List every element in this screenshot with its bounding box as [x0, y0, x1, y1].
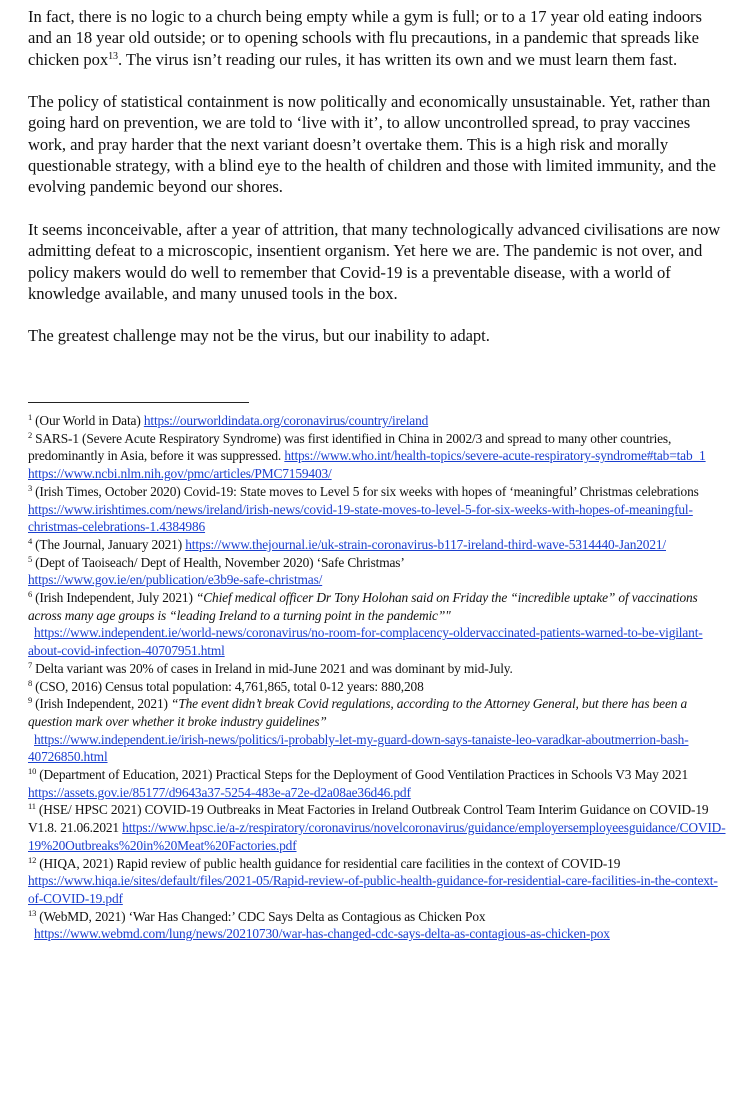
footnote-12: $^{12}$ (HIQA, 2021) Rapid review of public health guidance for residential care facilities in the context of COVID-19 https://www.hiqa.ie/sites/default/files/2021-05/Rapid-review-of-public-health-guidance-for-residential-care-facilities-in-the-context-of-COVID-19.pdf: [28, 854, 718, 906]
footnote-6: $^6$ (Irish Independent, July 2021) “Chief medical officer Dr Tony Holohan said on Friday the “incredible uptake” of vaccinations across many age groups is “leading Ireland to a turning point in the pandemic”" https://www.independent.ie/world-news/coronavirus/no-room-for-complacency-oldervaccinated-patients-warned-to-be-vigilant-about-covid-infection-40707951.html: [28, 589, 703, 659]
paragraph-4: The greatest challenge may not be the virus, but our inability to adapt.: [28, 326, 490, 346]
footnote-10-link[interactable]: https://assets.gov.ie/85177/d9643a37-5254-483e-a72e-d2a08ae36d46.pdf: [28, 784, 411, 800]
footnotes: [28, 412, 730, 943]
footnote-1: $^1$ (Our World in Data) https://ourworldindata.org/coronavirus/country/ireland: [28, 412, 429, 428]
paragraph-1: In fact, there is no logic to a church being empty while a gym is full; or to a 17 year old eating indoors and an 18 year old outside; or to opening schools with flu precautions, in a pandemic that spreads like chicken pox$^{13}$. The virus isn’t reading our rules, it has written its own and we must learn them fast.: [28, 7, 702, 69]
body-text: [28, 6, 728, 368]
footnote-5-link[interactable]: https://www.gov.ie/en/publication/e3b9e-safe-christmas/: [28, 572, 323, 588]
footnote-11-link[interactable]: https://www.hpsc.ie/a-z/respiratory/coronavirus/novelcoronavirus/guidance/employersemployeesguidance/COVID-19%20Outbreaks%20in%20Meat%20Factories.pdf: [28, 820, 726, 853]
footnote-13: $^{13}$ (WebMD, 2021) ‘War Has Changed:’ CDC Says Delta as Contagious as Chicken Pox https://www.webmd.com/lung/news/20210730/war-has-changed-cdc-says-delta-as-contagious-as-chicken-pox: [28, 907, 610, 942]
footnote-10: $^{10}$ (Department of Education, 2021) Practical Steps for the Deployment of Good Ventilation Practices in Schools V3 May 2021 https://assets.gov.ie/85177/d9643a37-5254-483e-a72e-d2a08ae36d46.pdf: [28, 766, 689, 800]
footnote-ref-13: 13: [108, 50, 118, 62]
footnote-5: $^5$ (Dept of Taoiseach/ Dept of Health, November 2020) ‘Safe Christmas’ https://www.gov.ie/en/publication/e3b9e-safe-christmas/: [28, 553, 405, 588]
paragraph-3: It seems inconceivable, after a year of attrition, that many technologically advanced civilisations are now admitting defeat to a microscopic, insentient organism. Yet here we are. The pandemic is not over, and policy makers would do well to remember that Covid-19 is a preventable disease, with a world of knowledge available, and many unused tools in the box.: [28, 219, 721, 303]
footnote-3: $^3$ (Irish Times, October 2020) Covid-19: State moves to Level 5 for six weeks with hopes of ‘meaningful’ Christmas celebrations https://www.irishtimes.com/news/ireland/irish-news/covid-19-state-moves-to-level-5-for-six-weeks-with-hopes-of-meaningful-christmas-celebrations-1.4384986: [28, 482, 699, 535]
footnote-12-link[interactable]: https://www.hiqa.ie/sites/default/files/2021-05/Rapid-review-of-public-health-guidance-for-residential-care-facilities-in-the-context-of-COVID-19.pdf: [28, 873, 718, 906]
footnote-9-quote: “The event didn’t break Covid regulations, according to the Attorney General, but there has been a question mark over whether it broke industry guidelines”: [28, 696, 688, 729]
footnote-2: $^2$ SARS-1 (Severe Acute Respiratory Syndrome) was first identified in China in 2002/3 and spread to many other countries, predominantly in Asia, before it was suppressed. https://www.who.int/health-topics/severe-acute-respiratory-syndrome#tab=tab_1 https://www.ncbi.nlm.nih.gov/pmc/articles/PMC7159403/: [28, 429, 706, 482]
footnote-2-link-ncbi[interactable]: https://www.ncbi.nlm.nih.gov/pmc/articles/PMC7159403/: [28, 466, 332, 482]
footnote-6-quote: “Chief medical officer Dr Tony Holohan said on Friday the “incredible uptake” of vaccinations across many age groups is “leading Ireland to a turning point in the pandemic”": [28, 590, 698, 623]
footnote-11: $^{11}$ (HSE/ HPSC 2021) COVID-19 Outbreaks in Meat Factories in Ireland Outbreak Control Team Interim Guidance on COVID-19 V1.8. 21.06.2021 https://www.hpsc.ie/a-z/respiratory/coronavirus/novelcoronavirus/guidance/employersemployeesguidance/COVID-19%20Outbreaks%20in%20Meat%20Factories.pdf: [28, 801, 726, 853]
footnote-2-link-who[interactable]: https://www.who.int/health-topics/severe-acute-respiratory-syndrome#tab=tab_1: [284, 448, 706, 464]
footnote-4: $^4$ (The Journal, January 2021) https://www.thejournal.ie/uk-strain-coronavirus-b117-ireland-third-wave-5314440-Jan2021/: [28, 535, 666, 552]
footnote-13-link[interactable]: https://www.webmd.com/lung/news/20210730/war-has-changed-cdc-says-delta-as-contagious-as-chicken-pox: [34, 926, 610, 942]
footnote-9: $^9$ (Irish Independent, 2021) “The event didn’t break Covid regulations, according to the Attorney General, but there has been a question mark over whether it broke industry guidelines” https://www.independent.ie/irish-news/politics/i-probably-let-my-guard-down-says-tanaiste-leo-varadkar-aboutmerrion-bash-40726850.html: [28, 695, 689, 765]
footnote-6-link[interactable]: https://www.independent.ie/world-news/coronavirus/no-room-for-complacency-oldervaccinated-patients-warned-to-be-vigilant-about-covid-infection-40707951.html: [28, 625, 703, 659]
footnote-3-link[interactable]: https://www.irishtimes.com/news/ireland/irish-news/covid-19-state-moves-to-level-5-for-six-weeks-with-hopes-of-meaningful-christmas-celebrations-1.4384986: [28, 501, 693, 535]
paragraph-2: The policy of statistical containment is now politically and economically unsustainable. Yet, rather than going hard on prevention, we are told to ‘live with it’, to allow uncontrolled spread, to pray vaccines work, and pray harder that the next variant doesn’t overtake them. This is a high risk and morally questionable strategy, with a blind eye to the health of children and those with limited immunity, and the evolving pandemic beyond our shores.: [28, 92, 716, 197]
footnote-9-link[interactable]: https://www.independent.ie/irish-news/politics/i-probably-let-my-guard-down-says-tanaiste-leo-varadkar-aboutmerrion-bash-40726850.html: [28, 731, 689, 765]
footnote-8: $^8$ (CSO, 2016) Census total population: 4,761,865, total 0-12 years: 880,208: [28, 677, 424, 694]
footnote-1-link[interactable]: https://ourworldindata.org/coronavirus/country/ireland: [143, 413, 429, 428]
footnote-4-link[interactable]: https://www.thejournal.ie/uk-strain-coronavirus-b117-ireland-third-wave-5314440-Jan2021/: [185, 536, 666, 552]
footnote-separator: [28, 402, 249, 403]
footnote-7: $^7$ Delta variant was 20% of cases in Ireland in mid-June 2021 and was dominant by mid-July.: [28, 659, 513, 676]
